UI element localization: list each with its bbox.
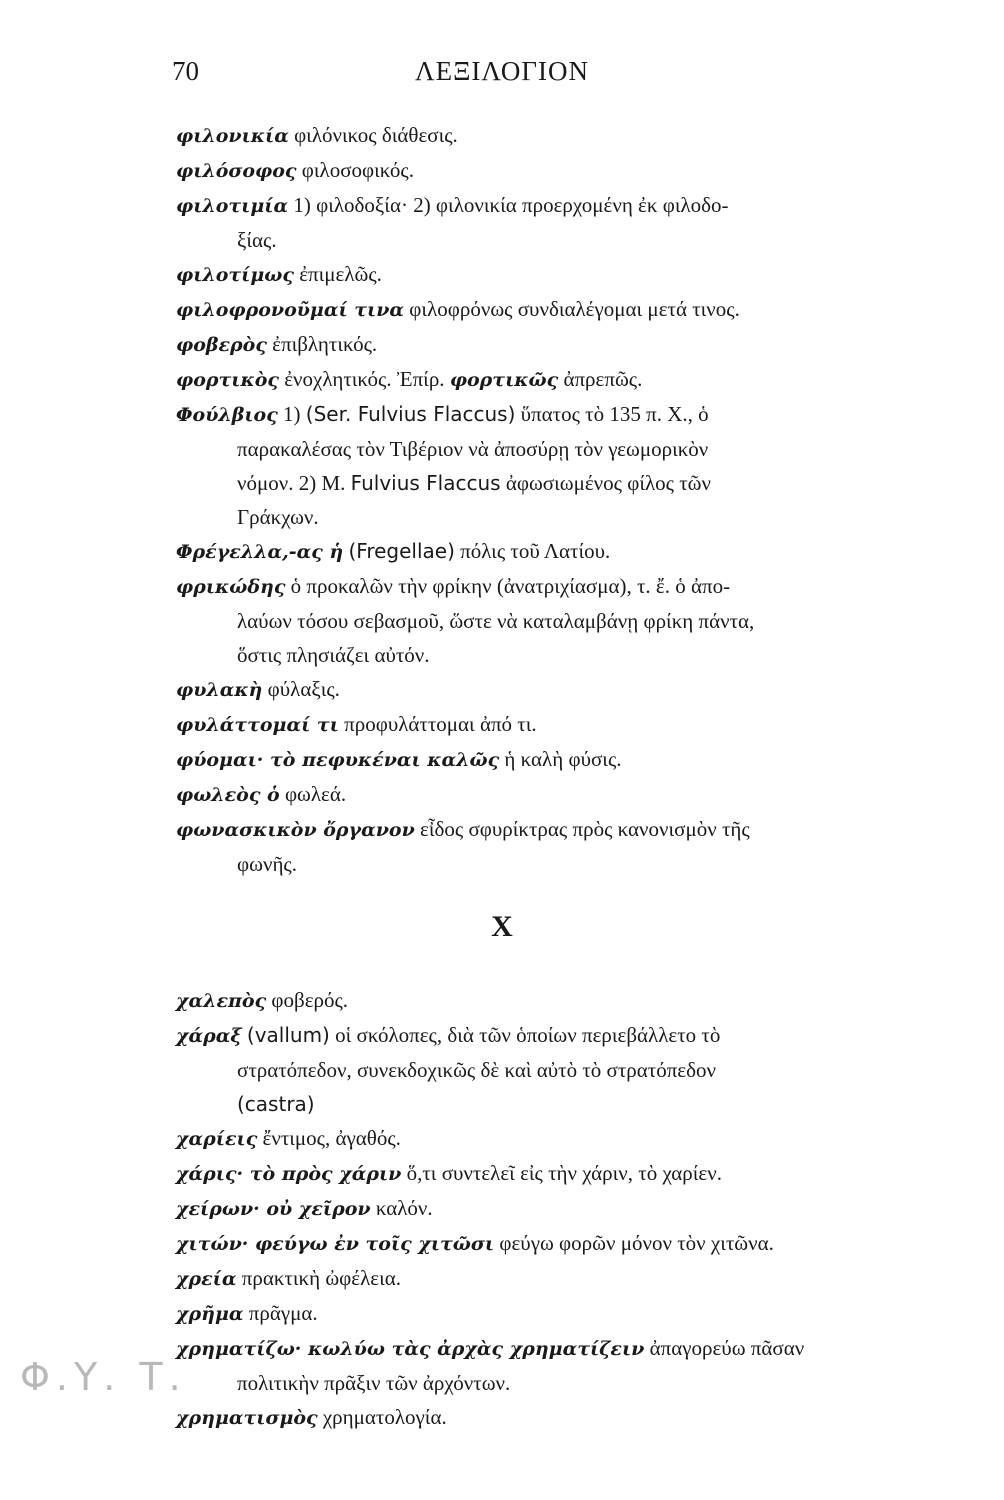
headword: φιλόσοφος: [176, 160, 297, 182]
definition: 1) φιλοδοξία· 2) φιλονικία προερχομένη ἐκ φιλοδο-: [288, 193, 729, 217]
headword: χάραξ: [176, 1025, 242, 1047]
entry: [0, 1400, 1004, 1435]
definition: οἱ σκόλοπες, διὰ τῶν ὁποίων περιεβάλλετο τὸ: [329, 1023, 721, 1047]
definition: ὁ προκαλῶν τὴν φρίκην (ἀνατριχίασμα), τ. ἔ. ὁ ἀπο-: [285, 574, 731, 598]
headword: φωλεὸς ὁ: [176, 784, 280, 806]
latin-name: (Fregellae): [348, 539, 455, 563]
entry: [0, 257, 1004, 292]
definition: φιλοφρόνως συνδιαλέγομαι μετά τινος.: [404, 297, 740, 321]
definition: φιλόνικος διάθεσις.: [288, 123, 458, 147]
definition-continuation: παρακαλέσας τὸν Τιβέριον νὰ ἀποσύρῃ τὸν γεωμορικὸν: [237, 437, 709, 461]
headword: φρικώδης: [176, 576, 286, 598]
definition-continuation: ξίας.: [237, 228, 277, 252]
headword: Φρέγελλα,-ας ἡ: [176, 541, 344, 563]
headword: χρηματισμὸς: [176, 1407, 318, 1429]
definition: ἐπιμελῶς.: [293, 262, 382, 286]
definition: φεύγω φορῶν μόνον τὸν χιτῶνα.: [494, 1231, 774, 1255]
headword: φύομαι· τὸ πεφυκέναι καλῶς: [176, 749, 500, 771]
entry: [0, 1156, 1004, 1191]
entry: [0, 327, 1004, 362]
running-title: ΛΕΞΙΛΟΓΙΟΝ: [415, 56, 589, 86]
headword: Φούλβιος: [176, 404, 278, 426]
headword: φιλοφρονοῦμαί τινα: [176, 299, 405, 321]
headword: φιλοτιμία: [176, 195, 289, 217]
entry: [0, 362, 1004, 397]
definition: ἐπιβλητικός.: [266, 332, 378, 356]
definition: φωλεά.: [279, 782, 347, 806]
latin-name: (castra): [237, 1092, 315, 1116]
headword: χρῆμα: [176, 1303, 244, 1325]
headword: χρηματίζω· κωλύω τὰς ἀρχὰς χρηματίζειν: [176, 1338, 645, 1360]
definition: φιλοσοφικός.: [296, 158, 414, 182]
entry: [0, 397, 1004, 534]
headword: φωνασκικὸν ὄργανον: [176, 819, 415, 841]
definition: ἡ καλὴ φύσις.: [499, 747, 622, 771]
definition: 1): [277, 402, 306, 426]
definition: καλόν.: [370, 1196, 433, 1220]
definition-continuation: πολιτικὴν πρᾶξιν τῶν ἀρχόντων.: [237, 1371, 511, 1395]
definition: πόλις τοῦ Λατίου.: [454, 539, 611, 563]
entry: [0, 742, 1004, 777]
definition: εἶδος σφυρίκτρας πρὸς κανονισμὸν τῆς: [414, 817, 750, 841]
entry: [0, 1226, 1004, 1261]
entry: [0, 188, 1004, 257]
headword: χιτών· φεύγω ἐν τοῖς χιτῶσι: [176, 1233, 495, 1255]
headword: χάρις· τὸ πρὸς χάριν: [176, 1163, 402, 1185]
definition-continuation: [176, 466, 952, 500]
entry: [0, 1191, 1004, 1226]
entry: [0, 777, 1004, 812]
definition-continuation: Γράκχων.: [237, 505, 319, 529]
headword: χαλεπὸς: [176, 990, 267, 1012]
definition-continuation: φωνῆς.: [237, 852, 297, 876]
entry: [0, 707, 1004, 742]
definition: ἔντιμος, ἀγαθός.: [257, 1126, 401, 1150]
entry: [0, 1261, 1004, 1296]
entry: [0, 672, 1004, 707]
definition: προφυλάττομαι ἀπό τι.: [338, 712, 537, 736]
latin-name: (vallum): [246, 1023, 330, 1047]
definition: ὅ,τι συντελεῖ εἰς τὴν χάριν, τὸ χαρίεν.: [401, 1161, 722, 1185]
latin-name: (Ser. Fulvius Flaccus): [305, 402, 516, 426]
definition: φύλαξις.: [262, 677, 340, 701]
headword: φυλακὴ: [176, 679, 263, 701]
phi-entries: [0, 118, 1004, 881]
headword: φιλοτίμως: [176, 264, 294, 286]
definition: ὕπατος τὸ 135 π. Χ., ὁ: [515, 402, 709, 426]
entry: [0, 569, 1004, 672]
entry: [0, 983, 1004, 1018]
definition: πρακτικὴ ὠφέλεια.: [236, 1266, 401, 1290]
headword: φιλονικία: [176, 125, 289, 147]
entry: [0, 1121, 1004, 1156]
page-header: [0, 56, 1004, 96]
library-stamp: Φ.Υ. Τ.: [20, 1355, 187, 1399]
headword: φυλάττομαί τι: [176, 714, 339, 736]
page-number: 70: [172, 56, 199, 86]
definition-part: ἀφωσιωμένος φίλος τῶν: [500, 471, 711, 495]
headword: φορτικὸς: [176, 369, 279, 391]
definition: φοβερός.: [266, 988, 349, 1012]
entry: [0, 534, 1004, 569]
entry: [0, 812, 1004, 881]
definition-continuation: λαύων τόσου σεβασμοῦ, ὥστε νὰ καταλαμβάνῃ φρίκη πάντα,: [237, 609, 755, 633]
definition-part: νόμον. 2) Μ.: [237, 471, 351, 495]
entry: [0, 118, 1004, 153]
definition: πρᾶγμα.: [243, 1301, 318, 1325]
definition-continuation: ὅστις πλησιάζει αὐτόν.: [237, 643, 430, 667]
definition: ἐνοχλητικός. Ἐπίρ.: [278, 367, 450, 391]
definition: ἀπρεπῶς.: [558, 367, 643, 391]
entry: [0, 1296, 1004, 1331]
definition: χρηματολογία.: [317, 1405, 447, 1429]
headword-adverb: φορτικῶς: [449, 369, 559, 391]
headword: χρεία: [176, 1268, 237, 1290]
entry: [0, 153, 1004, 188]
headword: χείρων· οὐ χεῖρον: [176, 1198, 371, 1220]
entry: [0, 292, 1004, 327]
headword: φοβερὸς: [176, 334, 267, 356]
entry: [0, 1018, 1004, 1121]
letter-heading: Χ: [491, 910, 513, 943]
headword: χαρίεις: [176, 1128, 258, 1150]
definition: ἀπαγορεύω πᾶσαν: [644, 1336, 805, 1360]
definition-continuation: στρατόπεδον, συνεκδοχικῶς δὲ καὶ αὐτὸ τὸ στρατόπεδον: [237, 1058, 717, 1082]
latin-name: Fulvius Flaccus: [350, 471, 501, 495]
